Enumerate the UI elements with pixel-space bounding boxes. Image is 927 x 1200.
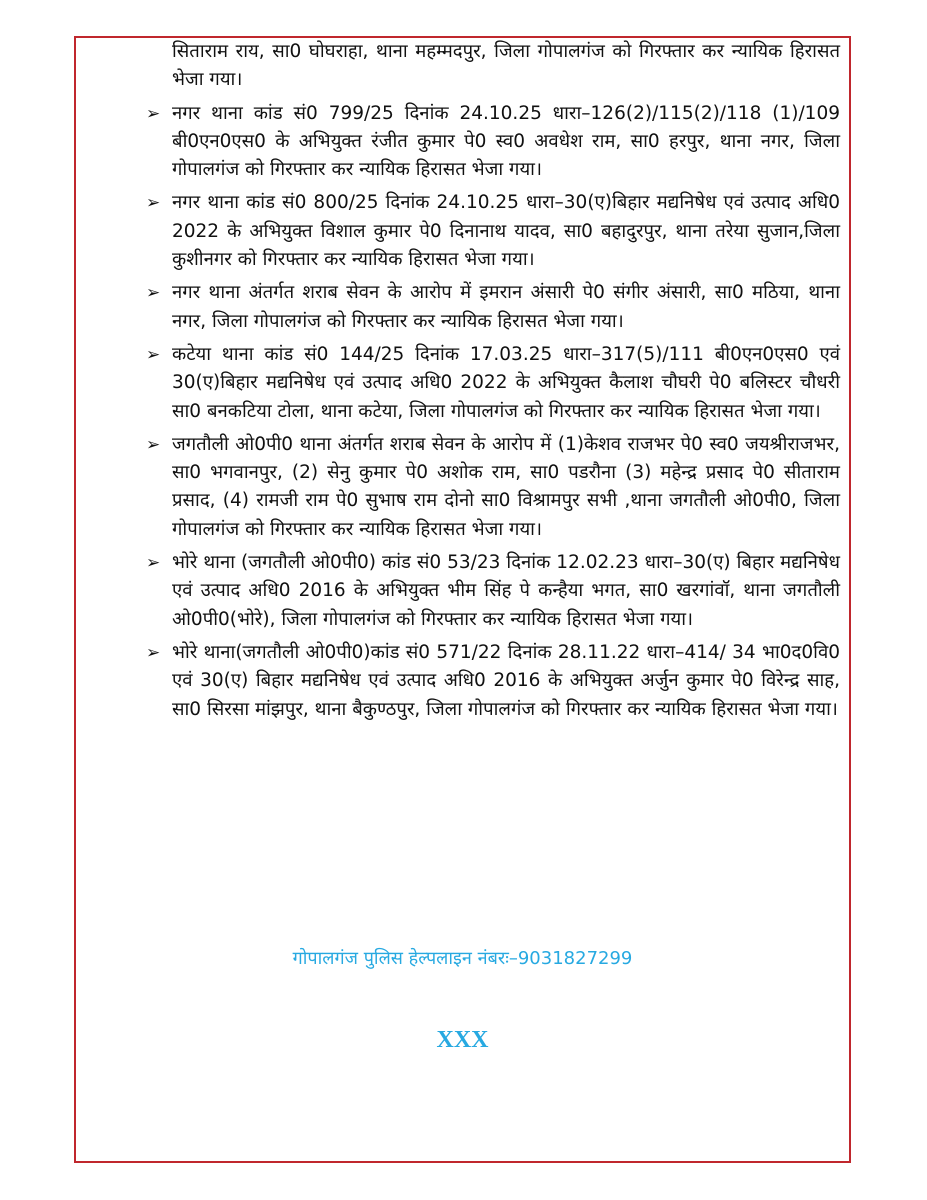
list-item bbox=[146, 549, 840, 634]
continuation-paragraph: सिताराम राय, सा0 घोघराहा, थाना महम्मदपुर, जिला गोपालगंज को गिरफ्तार कर न्यायिक हिरासत भेजा गया। bbox=[172, 41, 840, 91]
arrow-bullet-icon: ➢ bbox=[146, 103, 161, 124]
entry-text: भोरे थाना(जगतौली ओ0पी0)कांड सं0 571/22 दिनांक 28.11.22 धारा–414/ 34 भा0द0वि0 एवं 30(ए) बिहार मद्यनिषेध एवं उत्पाद अधि0 2016 के अभियुक्त अर्जुन कुमार पे0 विरेन्द्र साह, सा0 सिरसा मांझपुर, थाना बैकुण्ठपुर, जिला गोपालगंज को गिरफ्तार कर न्यायिक हिरासत भेजा गया। bbox=[172, 641, 840, 720]
entry-text: नगर थाना कांड सं0 800/25 दिनांक 24.10.25 धारा–30(ए)बिहार मद्यनिषेध एवं उत्पाद अधि0 2022 के अभियुक्त विशाल कुमार पे0 दिनानाथ यादव, सा0 बहादुरपुर, थाना तरेया सुजान,जिला कुशीनगर को गिरफ्तार कर न्यायिक हिरासत भेजा गया। bbox=[172, 192, 840, 271]
arrow-bullet-icon: ➢ bbox=[146, 344, 161, 365]
list-item bbox=[146, 100, 840, 185]
list-item bbox=[146, 431, 840, 544]
list-item bbox=[146, 341, 840, 426]
entry-text: भोरे थाना (जगतौली ओ0पी0) कांड सं0 53/23 दिनांक 12.02.23 धारा–30(ए) बिहार मद्यनिषेध एवं उत्पाद अधि0 2016 के अभियुक्त भीम सिंह पे कन्हैया भगत, सा0 खरगांवॉ, थाना जगतौली ओ0पी0(भोरे), जिला गोपालगंज को गिरफ्तार कर न्यायिक हिरासत भेजा गया। bbox=[172, 552, 840, 630]
list-item bbox=[146, 639, 840, 724]
entry-text: नगर थाना कांड सं0 799/25 दिनांक 24.10.25 धारा–126(2)/115(2)/118 (1)/109 बी0एन0एस0 के अभियुक्त रंजीत कुमार पे0 स्व0 अवधेश राम, सा0 हरपुर, थाना नगर, जिला गोपालगंज को गिरफ्तार कर न्यायिक हिरासत भेजा गया। bbox=[172, 102, 840, 181]
closing-mark: XXX bbox=[436, 1027, 489, 1053]
document-body bbox=[146, 38, 840, 729]
arrow-bullet-icon: ➢ bbox=[146, 553, 161, 574]
list-item bbox=[146, 189, 840, 274]
list-item bbox=[146, 279, 840, 336]
arrow-bullet-icon: ➢ bbox=[146, 193, 161, 214]
arrow-bullet-icon: ➢ bbox=[146, 434, 161, 455]
entry-text: नगर थाना अंतर्गत शराब सेवन के आरोप में इमरान अंसारी पे0 संगीर अंसारी, सा0 मठिया, थाना नगर, जिला गोपालगंज को गिरफ्तार कर न्यायिक हिरासत भेजा गया। bbox=[172, 282, 840, 332]
arrow-bullet-icon: ➢ bbox=[146, 642, 161, 663]
helpline-number: गोपालगंज पुलिस हेल्पलाइन नंबरः–9031827299 bbox=[292, 948, 633, 969]
arrow-bullet-icon: ➢ bbox=[146, 283, 161, 304]
entry-text: कटेया थाना कांड सं0 144/25 दिनांक 17.03.25 धारा–317(5)/111 बी0एन0एस0 एवं 30(ए)बिहार मद्यनिषेध एवं उत्पाद अधि0 2022 के अभियुक्त कैलाश चौघरी पे0 बलिस्टर चौधरी सा0 बनकटिया टोला, थाना कटेया, जिला गोपालगंज को गिरफ्तार कर न्यायिक हिरासत भेजा गया। bbox=[172, 343, 840, 422]
entry-text: जगतौली ओ0पी0 थाना अंतर्गत शराब सेवन के आरोप में (1)केशव राजभर पे0 स्व0 जयश्रीराजभर, सा0 भगवानपुर, (2) सेनु कुमार पे0 अशोक राम, सा0 पडरौना (3) महेन्द्र प्रसाद पे0 सीताराम प्रसाद, (4) रामजी राम पे0 सुभाष राम दोनो सा0 विश्रामपुर सभी ,थाना जगतौली ओ0पी0, जिला गोपालगंज को गिरफ्तार कर न्यायिक हिरासत भेजा गया। bbox=[172, 433, 840, 540]
